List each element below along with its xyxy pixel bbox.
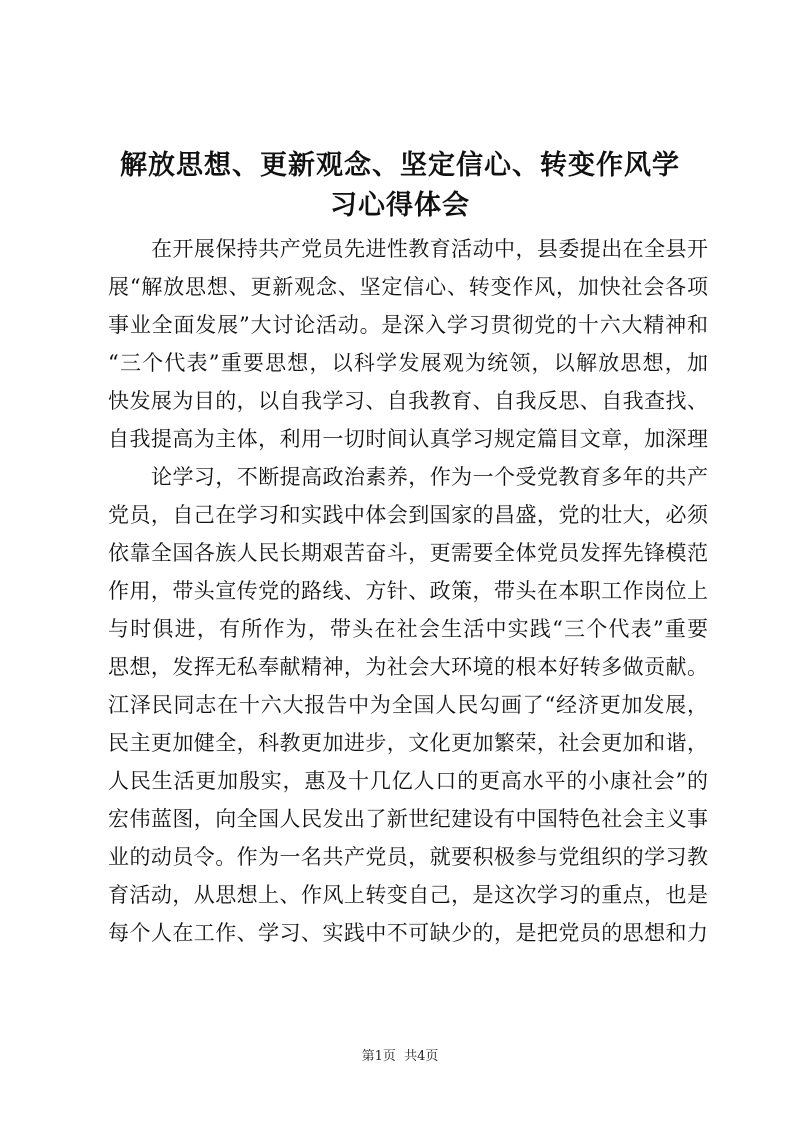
body-line: 育活动，从思想上、作风上转变自己，是这次学习的重点，也是 bbox=[108, 883, 708, 907]
document-title bbox=[100, 146, 700, 226]
page-footer bbox=[0, 1048, 800, 1066]
document-body bbox=[108, 230, 708, 952]
body-line: 思想，发挥无私奉献精神，为社会大环境的根本好转多做贡献。 bbox=[108, 655, 708, 679]
body-line: 与时俱进，有所作为，带头在社会生活中实践“三个代表”重要 bbox=[108, 617, 708, 641]
body-line: 展“解放思想、更新观念、坚定信心、转变作风，加快社会各项 bbox=[108, 275, 708, 299]
page-number: 第1页 bbox=[361, 1049, 396, 1064]
body-line: 依靠全国各族人民长期艰苦奋斗，更需要全体党员发挥先锋模范 bbox=[108, 541, 708, 565]
page-total: 共4页 bbox=[404, 1049, 439, 1064]
body-line: “三个代表”重要思想，以科学发展观为统领，以解放思想，加 bbox=[108, 351, 708, 375]
body-line: 党员，自己在学习和实践中体会到国家的昌盛，党的壮大，必须 bbox=[108, 503, 708, 527]
body-line: 民主更加健全，科教更加进步，文化更加繁荣，社会更加和谐， bbox=[108, 731, 708, 755]
body-line: 作用，带头宣传党的路线、方针、政策，带头在本职工作岗位上 bbox=[108, 579, 708, 603]
body-line: 每个人在工作、学习、实践中不可缺少的，是把党员的思想和力 bbox=[108, 921, 708, 945]
title-line-2: 习心得体会 bbox=[330, 190, 470, 221]
body-line: 论学习，不断提高政治素养，作为一个受党教育多年的共产 bbox=[151, 465, 708, 489]
title-line-1: 解放思想、更新观念、坚定信心、转变作风学 bbox=[120, 150, 680, 181]
body-line: 事业全面发展”大讨论活动。是深入学习贯彻党的十六大精神和 bbox=[108, 313, 708, 337]
body-line: 在开展保持共产党员先进性教育活动中，县委提出在全县开 bbox=[151, 237, 708, 261]
body-line: 自我提高为主体，利用一切时间认真学习规定篇目文章，加深理 bbox=[108, 427, 708, 451]
body-line: 人民生活更加殷实，惠及十几亿人口的更高水平的小康社会”的 bbox=[108, 769, 708, 793]
body-line: 快发展为目的，以自我学习、自我教育、自我反思、自我查找、 bbox=[108, 389, 708, 413]
body-line: 宏伟蓝图，向全国人民发出了新世纪建设有中国特色社会主义事 bbox=[108, 807, 708, 831]
body-line: 业的动员令。作为一名共产党员，就要积极参与党组织的学习教 bbox=[108, 845, 708, 869]
body-line: 江泽民同志在十六大报告中为全国人民勾画了“经济更加发展， bbox=[108, 693, 708, 717]
